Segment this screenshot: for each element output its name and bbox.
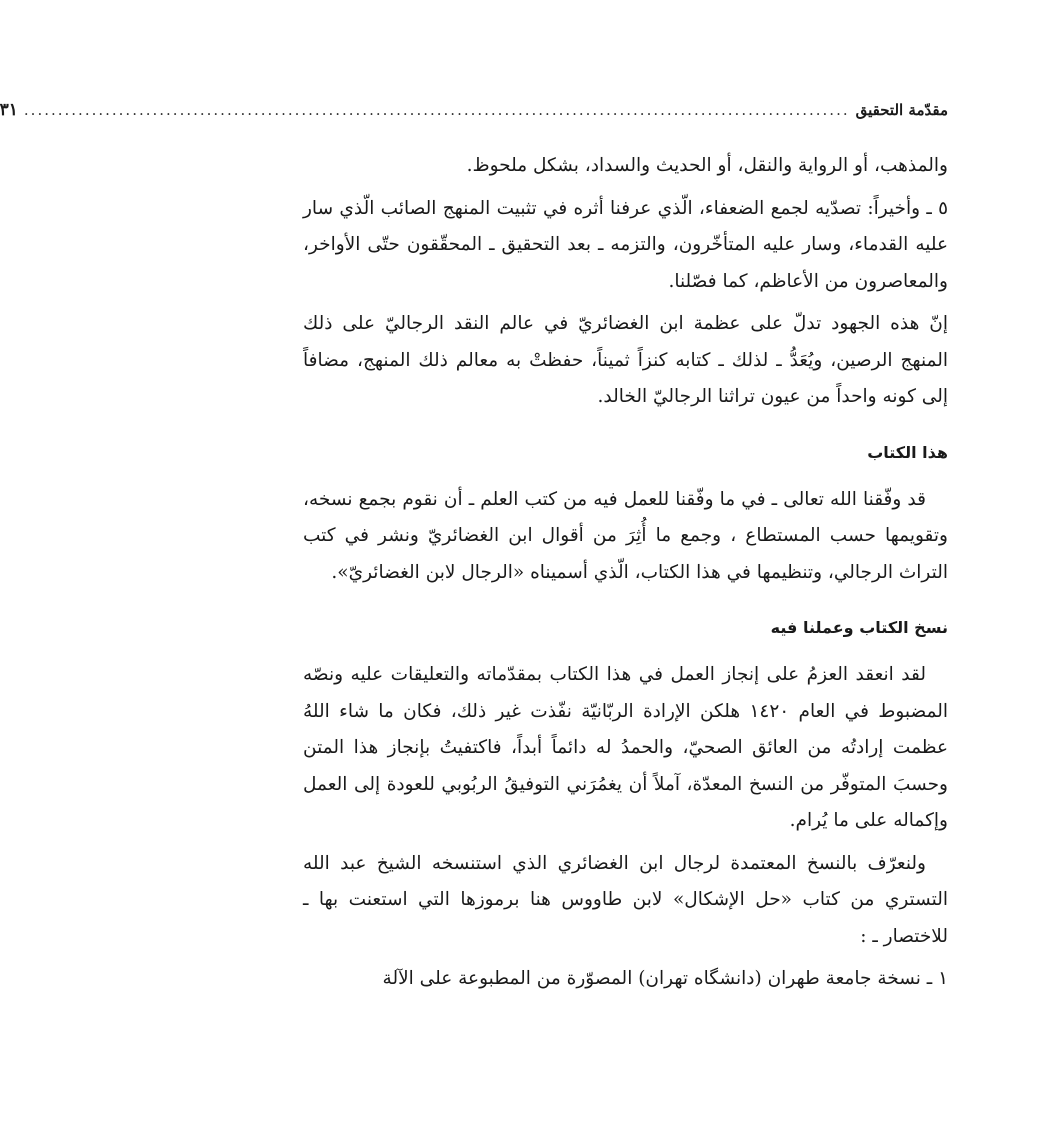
section-heading-manuscripts: نسخ الكتاب وعملنا فيه [770,618,948,637]
header-leader-dots: .......................................................................................................................... [23,101,850,119]
running-header [0,100,948,134]
book-page [0,100,949,1004]
page-body [303,148,948,998]
paragraph-3: إنّ هذه الجهود تدلّ على عظمة ابن الغضائريّ في عالم النقد الرجاليّ على ذلك المنهج الرصين، ويُعَدُّ ـ لذلك ـ كتابه كنزاً ثميناً، حفظتْ به معالم ذلك المنهج، مضافاً إلى كونه واحداً من عيون تراثنا الرجاليّ الخالد. [303,313,948,407]
paragraph-1: والمذهب، أو الرواية والنقل، أو الحديث والسداد، بشكل ملحوظ. [466,155,948,176]
section-heading-this-book: هذا الكتاب [867,442,948,462]
page-number: ٣١ [0,100,18,120]
paragraph-manuscripts-1: لقد انعقد العزمُ على إنجاز العمل في هذا الكتاب بمقدّماته والتعليقات عليه ونصّه المضبوط في العام ١٤٢٠ هلكن الإرادة الربّانيّة نفّذت غير ذلك، فكان ما شاء اللهُ عظمت إرادتُه من العائق الصحيّ، والحمدُ له دائماً أبداً، فاكتفيتُ بإنجاز هذا المتن وحسبَ المتوفّر من النسخ المعدّة، آملاً أن يغمُرَني التوفيقُ الربُوبي للعودة إلى العمل وإكماله على ما يُرام. [303,664,949,831]
paragraph-manuscripts-2: ولنعرّف بالنسخ المعتمدة لرجال ابن الغضائري الذي استنسخه الشيخ عبد الله التستري من كتاب «حل الإشكال» لابن طاووس هنا برموزها التي استعنت بها ـ للاختصار ـ : [303,852,948,947]
paragraph-this-book: قد وفّقنا الله تعالى ـ في ما وفّقنا للعمل فيه من كتب العلم ـ أن نقوم بجمع نسخه، وتقويمها حسب المستطاع ، وجمع ما أُثِرَ من أقوال ابن الغضائريّ ونشر في كتب التراث الرجالي، وتنظيمها في هذا الكتاب، الّذي أسميناه «الرجال لابن الغضائريّ». [303,488,948,583]
header-title: مقدّمة التحقيق [855,101,948,119]
paragraph-manuscripts-3: ١ ـ نسخة جامعة طهران (دانشگاه تهران) المصوّرة من المطبوعة على الآلة [382,968,948,989]
paragraph-2: ٥ ـ وأخيراً: تصدّيه لجمع الضعفاء، الّذي عرفنا أثره في تثبيت المنهج الصائب الّذي سار عليه القدماء، وسار عليه المتأخّرون، والتزمه ـ بعد التحقيق ـ المحقّقون حتّى الأواخر، والمعاصرون من الأعاظم، كما فصّلنا. [303,197,948,292]
